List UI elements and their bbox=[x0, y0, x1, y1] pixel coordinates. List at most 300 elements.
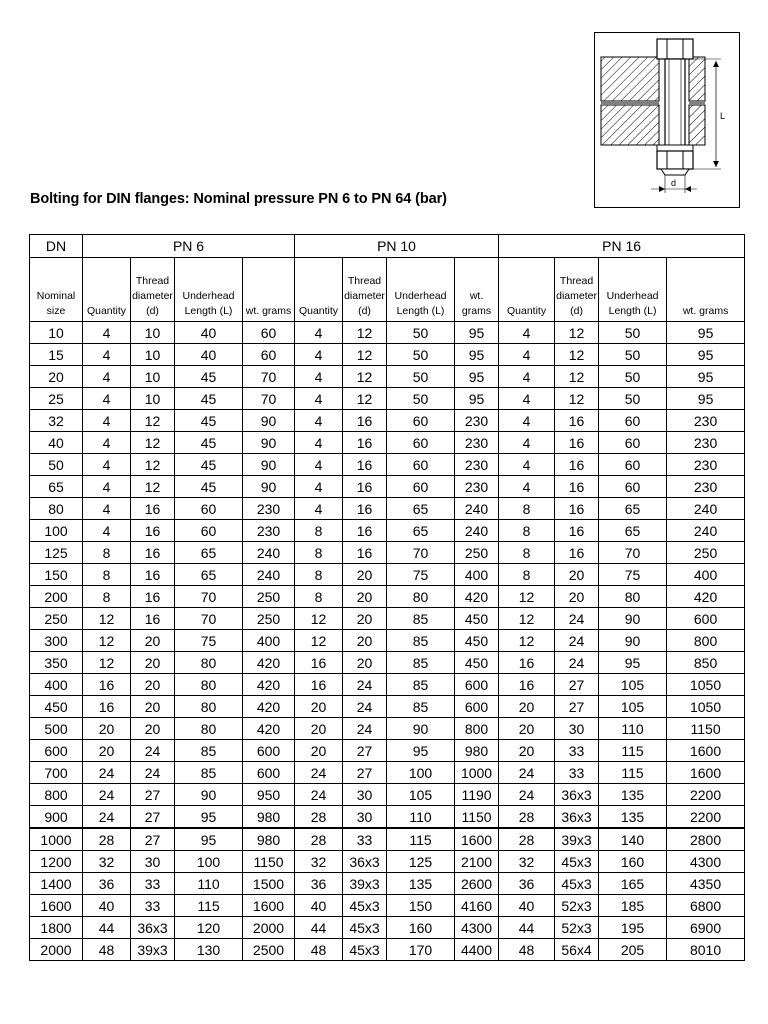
nominal-size-cell: 250 bbox=[30, 608, 83, 630]
pn10-weight-cell: 980 bbox=[455, 740, 499, 762]
pn10-weight-cell: 800 bbox=[455, 718, 499, 740]
pn16-thread-diameter-cell: 16 bbox=[555, 410, 599, 432]
pn6-weight-cell: 400 bbox=[243, 630, 295, 652]
pn6-weight-cell: 600 bbox=[243, 762, 295, 784]
pn6-underhead-length-cell: 80 bbox=[175, 652, 243, 674]
pn16-underhead-length-cell: 60 bbox=[599, 454, 667, 476]
pn10-quantity-cell: 8 bbox=[295, 542, 343, 564]
pn10-thread-diameter-cell: 30 bbox=[343, 784, 387, 806]
pn6-thread-diameter-cell: 36x3 bbox=[131, 917, 175, 939]
pn6-underhead-length-cell: 80 bbox=[175, 674, 243, 696]
pn6-underhead-length-cell: 45 bbox=[175, 410, 243, 432]
pn6-weight-cell: 90 bbox=[243, 432, 295, 454]
pn6-underhead-length-cell: 65 bbox=[175, 542, 243, 564]
pn10-underhead-length-cell: 65 bbox=[387, 520, 455, 542]
pn6-thread-diameter-cell: 20 bbox=[131, 652, 175, 674]
table-row bbox=[30, 652, 745, 674]
pn16-thread-diameter-cell: 16 bbox=[555, 542, 599, 564]
pn10-weight-cell: 600 bbox=[455, 696, 499, 718]
pn10-thread-diameter-cell: 16 bbox=[343, 542, 387, 564]
pn16-underhead-length-cell: 80 bbox=[599, 586, 667, 608]
pn16-underhead-length-cell: 135 bbox=[599, 806, 667, 829]
pn10-thread-diameter-cell: 12 bbox=[343, 322, 387, 344]
pn10-thread-diameter-cell: 12 bbox=[343, 388, 387, 410]
pn10-quantity-cell: 4 bbox=[295, 322, 343, 344]
pn16-thread-diameter-cell: 56x4 bbox=[555, 939, 599, 961]
pn6-thread-diameter-cell: 10 bbox=[131, 388, 175, 410]
pn10-thread-diameter-cell: 16 bbox=[343, 432, 387, 454]
nominal-size-cell: 900 bbox=[30, 806, 83, 829]
pn6-underhead-length-cell: 100 bbox=[175, 851, 243, 873]
pn6-weight-cell: 90 bbox=[243, 410, 295, 432]
pn16-quantity-cell: 4 bbox=[499, 388, 555, 410]
table-row bbox=[30, 432, 745, 454]
pn6-weight-cell: 2500 bbox=[243, 939, 295, 961]
pn16-thread-diameter-cell: 36x3 bbox=[555, 806, 599, 829]
pn16-thread-diameter-cell: 16 bbox=[555, 454, 599, 476]
pn6-underhead-length-cell: 45 bbox=[175, 454, 243, 476]
pn6-underhead-length-cell: 120 bbox=[175, 917, 243, 939]
pn6-thread-diameter-cell: 33 bbox=[131, 873, 175, 895]
pn6-thread-diameter-cell: 39x3 bbox=[131, 939, 175, 961]
pn10-weight-cell: 420 bbox=[455, 586, 499, 608]
pn6-weight-cell: 980 bbox=[243, 828, 295, 851]
pn6-underhead-length-cell: 85 bbox=[175, 740, 243, 762]
pn6-quantity-cell: 4 bbox=[83, 388, 131, 410]
pn16-thread-diameter-cell: 20 bbox=[555, 564, 599, 586]
pn16-underhead-length-cell: 140 bbox=[599, 828, 667, 851]
pn6-thread-diameter-cell: 27 bbox=[131, 806, 175, 829]
pn6-weight-cell: 1150 bbox=[243, 851, 295, 873]
pn16-quantity-cell: 12 bbox=[499, 608, 555, 630]
nominal-size-cell: 1200 bbox=[30, 851, 83, 873]
pn6-quantity-cell: 24 bbox=[83, 784, 131, 806]
pn16-thread-diameter-cell: 27 bbox=[555, 674, 599, 696]
pn10-weight-cell: 95 bbox=[455, 388, 499, 410]
pn10-thread-diameter-cell: 16 bbox=[343, 410, 387, 432]
pn10-thread-diameter-cell: 45x3 bbox=[343, 895, 387, 917]
pn16-underhead-length-cell: 165 bbox=[599, 873, 667, 895]
pn6-weight-cell: 230 bbox=[243, 520, 295, 542]
pn10-underhead-length-header: Underhead Length (L) bbox=[387, 258, 455, 322]
pn6-quantity-cell: 4 bbox=[83, 322, 131, 344]
pn6-weight-cell: 950 bbox=[243, 784, 295, 806]
table-row bbox=[30, 718, 745, 740]
pn16-quantity-header: Quantity bbox=[499, 258, 555, 322]
pn6-thread-diameter-cell: 20 bbox=[131, 718, 175, 740]
pn16-weight-cell: 8010 bbox=[667, 939, 745, 961]
pn16-underhead-length-cell: 65 bbox=[599, 520, 667, 542]
pn10-quantity-cell: 8 bbox=[295, 564, 343, 586]
pn10-thread-diameter-cell: 20 bbox=[343, 608, 387, 630]
pn10-underhead-length-cell: 125 bbox=[387, 851, 455, 873]
pn16-header: PN 16 bbox=[499, 235, 745, 258]
pn10-header: PN 10 bbox=[295, 235, 499, 258]
pn16-weight-cell: 230 bbox=[667, 454, 745, 476]
nominal-size-cell: 500 bbox=[30, 718, 83, 740]
nominal-size-cell: 10 bbox=[30, 322, 83, 344]
pn6-weight-cell: 230 bbox=[243, 498, 295, 520]
pn6-quantity-cell: 12 bbox=[83, 630, 131, 652]
pn16-weight-cell: 400 bbox=[667, 564, 745, 586]
pn6-underhead-length-cell: 95 bbox=[175, 828, 243, 851]
pn10-quantity-cell: 24 bbox=[295, 784, 343, 806]
pn6-quantity-cell: 48 bbox=[83, 939, 131, 961]
pn6-thread-diameter-cell: 12 bbox=[131, 432, 175, 454]
pn6-underhead-length-cell: 70 bbox=[175, 586, 243, 608]
pn10-thread-diameter-cell: 24 bbox=[343, 674, 387, 696]
pn10-thread-diameter-cell: 24 bbox=[343, 718, 387, 740]
pn10-quantity-cell: 8 bbox=[295, 586, 343, 608]
pn6-thread-diameter-cell: 12 bbox=[131, 454, 175, 476]
pn16-quantity-cell: 8 bbox=[499, 520, 555, 542]
pn16-weight-cell: 850 bbox=[667, 652, 745, 674]
pn10-underhead-length-cell: 50 bbox=[387, 344, 455, 366]
nominal-size-cell: 450 bbox=[30, 696, 83, 718]
pn16-quantity-cell: 28 bbox=[499, 828, 555, 851]
pn10-quantity-cell: 4 bbox=[295, 432, 343, 454]
pn10-underhead-length-cell: 50 bbox=[387, 366, 455, 388]
nominal-size-cell: 100 bbox=[30, 520, 83, 542]
pn16-underhead-length-cell: 195 bbox=[599, 917, 667, 939]
pn10-weight-cell: 230 bbox=[455, 476, 499, 498]
pn10-weight-cell: 1190 bbox=[455, 784, 499, 806]
pn16-weight-cell: 4350 bbox=[667, 873, 745, 895]
pn6-underhead-length-cell: 45 bbox=[175, 432, 243, 454]
pn16-thread-diameter-cell: 16 bbox=[555, 498, 599, 520]
pn6-underhead-length-cell: 90 bbox=[175, 784, 243, 806]
nominal-size-cell: 25 bbox=[30, 388, 83, 410]
pn16-weight-cell: 230 bbox=[667, 476, 745, 498]
pn10-thread-diameter-cell: 20 bbox=[343, 652, 387, 674]
pn16-underhead-length-header: Underhead Length (L) bbox=[599, 258, 667, 322]
pn16-underhead-length-cell: 65 bbox=[599, 498, 667, 520]
pn10-quantity-cell: 4 bbox=[295, 476, 343, 498]
pn16-weight-cell: 420 bbox=[667, 586, 745, 608]
pn16-weight-cell: 1050 bbox=[667, 696, 745, 718]
pn10-underhead-length-cell: 60 bbox=[387, 476, 455, 498]
table-row bbox=[30, 762, 745, 784]
pn10-thread-diameter-cell: 30 bbox=[343, 806, 387, 829]
table-row bbox=[30, 564, 745, 586]
pn16-thread-diameter-cell: 12 bbox=[555, 344, 599, 366]
pn10-underhead-length-cell: 170 bbox=[387, 939, 455, 961]
pn16-underhead-length-cell: 115 bbox=[599, 762, 667, 784]
pn10-weight-cell: 230 bbox=[455, 432, 499, 454]
pn10-thread-diameter-cell: 20 bbox=[343, 564, 387, 586]
pn10-underhead-length-cell: 95 bbox=[387, 740, 455, 762]
pn16-thread-diameter-cell: 12 bbox=[555, 366, 599, 388]
pn16-thread-diameter-cell: 52x3 bbox=[555, 917, 599, 939]
nominal-size-cell: 2000 bbox=[30, 939, 83, 961]
pn10-weight-cell: 450 bbox=[455, 652, 499, 674]
pn6-weight-cell: 250 bbox=[243, 608, 295, 630]
pn10-underhead-length-cell: 75 bbox=[387, 564, 455, 586]
pn16-quantity-cell: 36 bbox=[499, 873, 555, 895]
pn6-underhead-length-cell: 60 bbox=[175, 520, 243, 542]
table-row bbox=[30, 828, 745, 851]
pn16-quantity-cell: 44 bbox=[499, 917, 555, 939]
nominal-size-cell: 800 bbox=[30, 784, 83, 806]
table-row bbox=[30, 520, 745, 542]
pn16-weight-cell: 250 bbox=[667, 542, 745, 564]
pn6-thread-diameter-header: Thread diameter (d) bbox=[131, 258, 175, 322]
pn10-weight-cell: 240 bbox=[455, 520, 499, 542]
pn10-underhead-length-cell: 110 bbox=[387, 806, 455, 829]
nominal-size-cell: 20 bbox=[30, 366, 83, 388]
pn6-underhead-length-header: Underhead Length (L) bbox=[175, 258, 243, 322]
pn6-quantity-cell: 32 bbox=[83, 851, 131, 873]
nominal-size-cell: 350 bbox=[30, 652, 83, 674]
table-row bbox=[30, 806, 745, 829]
pn10-quantity-cell: 4 bbox=[295, 366, 343, 388]
pn16-quantity-cell: 48 bbox=[499, 939, 555, 961]
pn10-quantity-cell: 16 bbox=[295, 652, 343, 674]
pn10-quantity-cell: 40 bbox=[295, 895, 343, 917]
pn10-quantity-cell: 36 bbox=[295, 873, 343, 895]
pn10-thread-diameter-cell: 20 bbox=[343, 630, 387, 652]
pn10-underhead-length-cell: 85 bbox=[387, 608, 455, 630]
pn16-underhead-length-cell: 60 bbox=[599, 432, 667, 454]
table-row bbox=[30, 388, 745, 410]
pn10-underhead-length-cell: 85 bbox=[387, 674, 455, 696]
pn10-weight-cell: 250 bbox=[455, 542, 499, 564]
table-row bbox=[30, 740, 745, 762]
pn10-quantity-cell: 24 bbox=[295, 762, 343, 784]
pn6-thread-diameter-cell: 20 bbox=[131, 696, 175, 718]
pn16-quantity-cell: 8 bbox=[499, 564, 555, 586]
pn6-quantity-cell: 20 bbox=[83, 740, 131, 762]
pn10-quantity-cell: 44 bbox=[295, 917, 343, 939]
pn6-weight-cell: 420 bbox=[243, 674, 295, 696]
table-row bbox=[30, 851, 745, 873]
pn10-underhead-length-cell: 60 bbox=[387, 454, 455, 476]
pn16-quantity-cell: 4 bbox=[499, 476, 555, 498]
pn6-header: PN 6 bbox=[83, 235, 295, 258]
pn6-thread-diameter-cell: 27 bbox=[131, 828, 175, 851]
table-row bbox=[30, 895, 745, 917]
pn16-thread-diameter-cell: 24 bbox=[555, 652, 599, 674]
pn6-thread-diameter-cell: 16 bbox=[131, 498, 175, 520]
pn6-quantity-cell: 44 bbox=[83, 917, 131, 939]
pn6-underhead-length-cell: 95 bbox=[175, 806, 243, 829]
pn10-weight-cell: 600 bbox=[455, 674, 499, 696]
nominal-size-cell: 40 bbox=[30, 432, 83, 454]
nominal-size-cell: 15 bbox=[30, 344, 83, 366]
pn16-underhead-length-cell: 60 bbox=[599, 476, 667, 498]
pn10-quantity-cell: 12 bbox=[295, 608, 343, 630]
pn16-thread-diameter-cell: 16 bbox=[555, 432, 599, 454]
pn6-weight-cell: 420 bbox=[243, 696, 295, 718]
pn6-weight-cell: 600 bbox=[243, 740, 295, 762]
pn10-weight-cell: 2600 bbox=[455, 873, 499, 895]
pn10-weight-cell: 4160 bbox=[455, 895, 499, 917]
pn6-underhead-length-cell: 85 bbox=[175, 762, 243, 784]
pn16-thread-diameter-cell: 16 bbox=[555, 476, 599, 498]
pn6-quantity-header: Quantity bbox=[83, 258, 131, 322]
pn10-weight-cell: 450 bbox=[455, 630, 499, 652]
pn16-weight-cell: 95 bbox=[667, 366, 745, 388]
pn16-weight-cell: 240 bbox=[667, 520, 745, 542]
pn16-thread-diameter-cell: 39x3 bbox=[555, 828, 599, 851]
pn16-quantity-cell: 20 bbox=[499, 696, 555, 718]
pn6-underhead-length-cell: 45 bbox=[175, 366, 243, 388]
pn16-underhead-length-cell: 105 bbox=[599, 696, 667, 718]
pn16-underhead-length-cell: 50 bbox=[599, 344, 667, 366]
pn10-underhead-length-cell: 115 bbox=[387, 828, 455, 851]
pn16-weight-cell: 2200 bbox=[667, 784, 745, 806]
table-row bbox=[30, 498, 745, 520]
pn10-quantity-cell: 28 bbox=[295, 828, 343, 851]
pn16-thread-diameter-header: Thread diameter (d) bbox=[555, 258, 599, 322]
pn10-weight-cell: 240 bbox=[455, 498, 499, 520]
pn6-weight-cell: 70 bbox=[243, 388, 295, 410]
pn16-thread-diameter-cell: 33 bbox=[555, 740, 599, 762]
pn10-underhead-length-cell: 160 bbox=[387, 917, 455, 939]
pn16-thread-diameter-cell: 24 bbox=[555, 630, 599, 652]
pn16-quantity-cell: 40 bbox=[499, 895, 555, 917]
pn16-weight-cell: 1600 bbox=[667, 740, 745, 762]
pn6-thread-diameter-cell: 30 bbox=[131, 851, 175, 873]
nominal-size-cell: 700 bbox=[30, 762, 83, 784]
nominal-size-cell: 32 bbox=[30, 410, 83, 432]
pn16-thread-diameter-cell: 12 bbox=[555, 388, 599, 410]
pn6-thread-diameter-cell: 27 bbox=[131, 784, 175, 806]
pn16-quantity-cell: 32 bbox=[499, 851, 555, 873]
pn16-weight-cell: 4300 bbox=[667, 851, 745, 873]
nominal-size-cell: 300 bbox=[30, 630, 83, 652]
pn10-quantity-cell: 4 bbox=[295, 454, 343, 476]
pn6-weight-cell: 240 bbox=[243, 542, 295, 564]
pn6-weight-cell: 1600 bbox=[243, 895, 295, 917]
pn16-weight-cell: 2200 bbox=[667, 806, 745, 829]
bolt-diagram bbox=[594, 32, 740, 208]
table-row bbox=[30, 586, 745, 608]
pn10-thread-diameter-cell: 16 bbox=[343, 520, 387, 542]
pn16-underhead-length-cell: 185 bbox=[599, 895, 667, 917]
pn6-weight-cell: 70 bbox=[243, 366, 295, 388]
table-row bbox=[30, 410, 745, 432]
pn6-thread-diameter-cell: 24 bbox=[131, 740, 175, 762]
pn16-weight-cell: 1150 bbox=[667, 718, 745, 740]
pn6-underhead-length-cell: 80 bbox=[175, 696, 243, 718]
pn16-quantity-cell: 4 bbox=[499, 322, 555, 344]
pn10-weight-cell: 95 bbox=[455, 344, 499, 366]
pn10-quantity-cell: 32 bbox=[295, 851, 343, 873]
nominal-size-cell: 50 bbox=[30, 454, 83, 476]
pn16-thread-diameter-cell: 36x3 bbox=[555, 784, 599, 806]
pn6-underhead-length-cell: 80 bbox=[175, 718, 243, 740]
nominal-size-cell: 125 bbox=[30, 542, 83, 564]
nominal-size-cell: 1800 bbox=[30, 917, 83, 939]
pn16-quantity-cell: 24 bbox=[499, 784, 555, 806]
pn10-underhead-length-cell: 90 bbox=[387, 718, 455, 740]
pn16-weight-cell: 6800 bbox=[667, 895, 745, 917]
pn16-weight-header: wt. grams bbox=[667, 258, 745, 322]
pn16-thread-diameter-cell: 33 bbox=[555, 762, 599, 784]
pn10-underhead-length-cell: 65 bbox=[387, 498, 455, 520]
pn6-weight-cell: 420 bbox=[243, 652, 295, 674]
pn6-weight-cell: 90 bbox=[243, 454, 295, 476]
pn16-underhead-length-cell: 110 bbox=[599, 718, 667, 740]
pn6-quantity-cell: 12 bbox=[83, 608, 131, 630]
nominal-size-cell: 600 bbox=[30, 740, 83, 762]
pn6-thread-diameter-cell: 16 bbox=[131, 586, 175, 608]
pn16-thread-diameter-cell: 27 bbox=[555, 696, 599, 718]
pn16-weight-cell: 230 bbox=[667, 410, 745, 432]
pn16-quantity-cell: 8 bbox=[499, 498, 555, 520]
pn16-quantity-cell: 12 bbox=[499, 630, 555, 652]
pn16-quantity-cell: 4 bbox=[499, 410, 555, 432]
pn10-thread-diameter-cell: 33 bbox=[343, 828, 387, 851]
pn16-thread-diameter-cell: 52x3 bbox=[555, 895, 599, 917]
pn10-quantity-cell: 16 bbox=[295, 674, 343, 696]
pn10-thread-diameter-cell: 12 bbox=[343, 344, 387, 366]
pn10-weight-cell: 95 bbox=[455, 366, 499, 388]
pn16-quantity-cell: 4 bbox=[499, 366, 555, 388]
pn16-weight-cell: 600 bbox=[667, 608, 745, 630]
pn10-weight-cell: 230 bbox=[455, 410, 499, 432]
pn10-weight-header: wt. grams bbox=[455, 258, 499, 322]
pn10-thread-diameter-cell: 27 bbox=[343, 762, 387, 784]
pn10-underhead-length-cell: 85 bbox=[387, 696, 455, 718]
nominal-size-cell: 65 bbox=[30, 476, 83, 498]
pn6-underhead-length-cell: 110 bbox=[175, 873, 243, 895]
pn16-underhead-length-cell: 50 bbox=[599, 388, 667, 410]
pn6-thread-diameter-cell: 16 bbox=[131, 520, 175, 542]
bolting-table bbox=[29, 234, 745, 961]
pn10-quantity-cell: 12 bbox=[295, 630, 343, 652]
pn10-thread-diameter-cell: 16 bbox=[343, 476, 387, 498]
pn6-weight-cell: 980 bbox=[243, 806, 295, 829]
pn6-quantity-cell: 40 bbox=[83, 895, 131, 917]
pn10-underhead-length-cell: 50 bbox=[387, 388, 455, 410]
nominal-size-cell: 400 bbox=[30, 674, 83, 696]
pn6-quantity-cell: 24 bbox=[83, 806, 131, 829]
pn6-thread-diameter-cell: 10 bbox=[131, 344, 175, 366]
pn10-thread-diameter-cell: 39x3 bbox=[343, 873, 387, 895]
pn10-weight-cell: 450 bbox=[455, 608, 499, 630]
pn16-weight-cell: 95 bbox=[667, 388, 745, 410]
pn10-quantity-cell: 20 bbox=[295, 718, 343, 740]
table-row bbox=[30, 784, 745, 806]
pn10-thread-diameter-cell: 45x3 bbox=[343, 939, 387, 961]
pn10-underhead-length-cell: 60 bbox=[387, 432, 455, 454]
pn6-thread-diameter-cell: 10 bbox=[131, 322, 175, 344]
pn16-quantity-cell: 8 bbox=[499, 542, 555, 564]
pn6-underhead-length-cell: 115 bbox=[175, 895, 243, 917]
pn6-quantity-cell: 4 bbox=[83, 344, 131, 366]
pn16-weight-cell: 1050 bbox=[667, 674, 745, 696]
pn6-thread-diameter-cell: 10 bbox=[131, 366, 175, 388]
dn-header: DN bbox=[30, 235, 83, 258]
pn16-quantity-cell: 20 bbox=[499, 718, 555, 740]
page-title: Bolting for DIN flanges: Nominal pressure PN 6 to PN 64 (bar) bbox=[30, 191, 447, 207]
table-row bbox=[30, 608, 745, 630]
pn16-weight-cell: 1600 bbox=[667, 762, 745, 784]
pn6-thread-diameter-cell: 20 bbox=[131, 630, 175, 652]
pn16-quantity-cell: 12 bbox=[499, 586, 555, 608]
pn6-underhead-length-cell: 75 bbox=[175, 630, 243, 652]
pn16-quantity-cell: 20 bbox=[499, 740, 555, 762]
table-row bbox=[30, 696, 745, 718]
pn6-weight-cell: 90 bbox=[243, 476, 295, 498]
pn16-weight-cell: 6900 bbox=[667, 917, 745, 939]
pn16-quantity-cell: 16 bbox=[499, 674, 555, 696]
pn16-weight-cell: 240 bbox=[667, 498, 745, 520]
pn10-thread-diameter-header: Thread diameter (d) bbox=[343, 258, 387, 322]
pn6-thread-diameter-cell: 16 bbox=[131, 542, 175, 564]
